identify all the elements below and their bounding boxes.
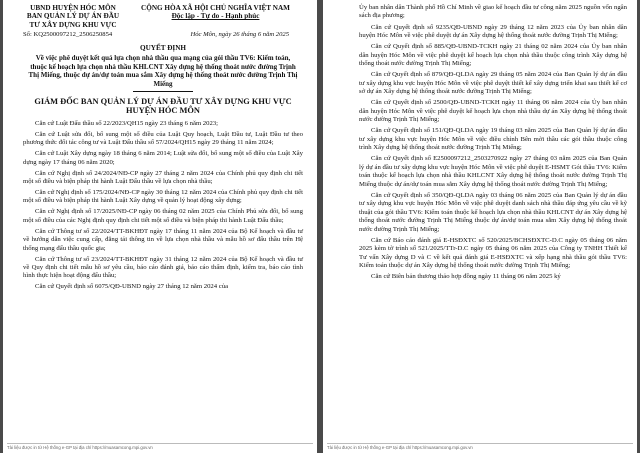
- authority-heading: GIÁM ĐỐC BAN QUẢN LÝ DỰ ÁN ĐẦU TƯ XÂY DỰNG KHU VỰC HUYỆN HÓC MÔN: [34, 96, 292, 116]
- legal-basis-paragraph: Căn cứ Luật Xây dựng ngày 18 tháng 6 năm 2014; Luật sửa đổi, bổ sung một số điều của Luật Xây dựng ngày 17 tháng 06 năm 2020;: [23, 150, 303, 166]
- legal-basis-paragraph: Căn cứ Quyết định số 350/QĐ-QLDA ngày 03 tháng 06 năm 2025 của Ban Quản lý dự án đầu tư xây dựng khu vực huyện Hóc Môn về việc phê duyệt danh sách nhà thầu đáp ứng yêu cầu về kỹ thuật của gói thầu TV6: Kiểm toán thuộc kế hoạch lựa chọn nhà thầu KHLCNT dự án Xây dựng hệ thống thoát nước đường Trịnh Thị Miếng thuộc dự án/dự toán mua sắm Xây dựng hệ thống thoát nước đường Trịnh Thị Miếng;: [359, 191, 627, 233]
- issue-date: Hóc Môn, ngày 26 tháng 6 năm 2025: [190, 31, 289, 39]
- document-header: [23, 4, 303, 29]
- legal-basis-paragraph: Căn cứ Quyết định số E2500097212_2503270922 ngày 27 tháng 03 năm 2025 của Ban Quản lý dự án đầu tư xây dựng khu vực huyện Hóc Môn về việc phê duyệt E-HSMT Gói thầu TV6: Kiểm toán thuộc kế hoạch lựa chọn nhà thầu KHLCNT Xây dựng hệ thống thoát nước đường Trịnh Thị Miếng thuộc dự án/dự toán mua sắm Xây dựng hệ thống thoát nước đường Trịnh Thị Miếng;: [359, 155, 627, 188]
- page-footer: Tài liệu được in từ Hệ thống e-GP tại địa chỉ https://muasamcong.mpi.gov.vn: [7, 443, 313, 450]
- decision-title: QUYẾT ĐỊNH: [140, 44, 186, 53]
- legal-basis-paragraph: Căn cứ Nghị định số 17/2025/NĐ-CP ngày 06 tháng 02 năm 2025 của Chính Phủ sửa đổi, bổ sung một số điều của các Nghị định quy định chi tiết một số điều và biện pháp thi hành Luật Đấu thầu;: [23, 208, 303, 224]
- legal-basis-paragraph: Căn cứ Quyết định số 2500/QĐ-UBND-TCKH ngày 11 tháng 06 năm 2024 của Ủy ban nhân dân huyện Hóc Môn về việc phê duyệt kế hoạch lựa chọn nhà thầu dự án Xây dựng hệ thống thoát nước đường Trịnh Thị Miếng;: [359, 99, 627, 124]
- legal-basis-paragraph: Căn cứ Báo cáo đánh giá E-HSĐXTC số 520/2025/BCHSĐXTC-D.C ngày 05 tháng 06 năm 2025 kèm tờ trình số 521/2025/TTr-D.C ngày 05 tháng 06 năm 2025 của Công ty TNHH Thiết kế Tư vấn Xây dựng D và C về kết quả đánh giá E-HSĐXTC và xếp hạng nhà thầu gói thầu TV6: Kiểm toán thuộc dự án Xây dựng hệ thống thoát nước đường Trịnh Thị Miếng;: [359, 236, 627, 270]
- legal-basis-paragraph: Ủy ban nhân dân Thành phố Hồ Chí Minh về giao kế hoạch đầu tư công năm 2025 nguồn vốn ngân sách địa phương;: [359, 4, 627, 20]
- national-motto: Độc lập - Tự do - Hạnh phúc: [171, 12, 260, 21]
- legal-basis-paragraph: Căn cứ Quyết định số 885/QĐ-UBND-TCKH ngày 21 tháng 02 năm 2024 của Ủy ban nhân dân huyện Hóc Môn về việc phê duyệt kế hoạch lựa chọn nhà thầu thuộc công trình Xây dựng hệ thống thoát nước đường Trịnh Thị Miếng;: [359, 43, 627, 68]
- legal-basis-paragraph: Căn cứ Quyết định số 879/QĐ-QLDA ngày 29 tháng 05 năm 2024 của Ban Quản lý dự án đầu tư xây dựng khu vực huyện Hóc Môn về việc phê duyệt thiết kế xây dựng triển khai sau thiết kế cơ sở dự án Xây dựng hệ thống thoát nước đường Trịnh Thị Miếng;: [359, 71, 627, 96]
- legal-basis-paragraph: Căn cứ Thông tư số 22/2024/TT-BKHĐT ngày 17 tháng 11 năm 2024 của Bộ Kế hoạch và đầu tư về hướng dẫn việc cung cấp, đăng tải thông tin về lựa chọn nhà thầu và mẫu hồ sơ đấu thầu trên Hệ thống mạng đấu thầu quốc gia;: [23, 227, 303, 252]
- legal-basis-paragraph: Căn cứ Quyết định số 151/QĐ-QLDA ngày 19 tháng 03 năm 2025 của Ban Quản lý dự án đầu tư xây dựng khu vực huyện Hóc Môn về việc điều chỉnh Bên mời thầu các gói thầu thuộc công trình Xây dựng hệ thống thoát nước đường Trịnh Thị Miếng;: [359, 127, 627, 152]
- legal-basis-list: [23, 120, 303, 292]
- doc-number: Số: KQ2500097212_2506250854: [23, 31, 113, 39]
- page-footer: Tài liệu được in từ Hệ thống e-GP tại địa chỉ https://muasamcong.mpi.gov.vn: [327, 443, 633, 450]
- national-title: [128, 4, 303, 29]
- country-name: CỘNG HÒA XÃ HỘI CHỦ NGHĨA VIỆT NAM: [141, 4, 290, 12]
- legal-basis-paragraph: Căn cứ Biên bản thương thảo hợp đồng ngày 11 tháng 06 năm 2025 ký: [371, 273, 561, 281]
- legal-basis-paragraph: Căn cứ Quyết định số 6075/QĐ-UBND ngày 27 tháng 12 năm 2024 của: [35, 283, 229, 291]
- agency-line-2: BAN QUẢN LÝ DỰ ÁN ĐẦU: [26, 12, 120, 21]
- issuing-agency: [23, 4, 123, 29]
- document-page-1: [3, 0, 317, 453]
- agency-line-1: UBND HUYỆN HÓC MÔN: [30, 4, 116, 12]
- divider: [133, 91, 193, 92]
- legal-basis-paragraph: Căn cứ Nghị định số 175/2024/NĐ-CP ngày 30 tháng 12 năm 2024 của Chính phủ quy định chi tiết một số điều và biện pháp thi hành Luật Xây dựng về quản lý hoạt động xây dựng;: [23, 189, 303, 205]
- legal-basis-list-continued: [359, 4, 627, 282]
- legal-basis-paragraph: Căn cứ Luật sửa đổi, bổ sung một số điều của Luật Quy hoạch, Luật Đầu tư, Luật Đầu tư theo phương thức đối tác công tư và Luật Đấu thầu số 57/2024/QH15 ngày 29 tháng 11 năm 2024;: [23, 130, 303, 147]
- legal-basis-paragraph: Căn cứ Luật Đấu thầu số 22/2023/QH15 ngày 23 tháng 6 năm 2023;: [35, 119, 219, 127]
- decision-subject: Về việc phê duyệt kết quả lựa chọn nhà thầu qua mạng của gói thầu TV6: Kiểm toán, thuộc kế hoạch lựa chọn nhà thầu KHLCNT Xây dựng hệ thống thoát nước đường Trịnh Thị Miếng, thuộc dự án/dự toán mua sắm Xây dựng hệ thống thoát nước đường Trịnh Thị Miếng: [28, 54, 298, 88]
- legal-basis-paragraph: Căn cứ Nghị định số 24/2024/NĐ-CP ngày 27 tháng 2 năm 2024 của Chính phủ quy định chi tiết một số điều và biện pháp thi hành Luật Đấu thầu về lựa chọn nhà thầu;: [23, 169, 303, 185]
- legal-basis-paragraph: Căn cứ Quyết định số 9235/QĐ-UBND ngày 29 tháng 12 năm 2023 của Ủy ban nhân dân huyện Hóc Môn về việc phê duyệt dự án Xây dựng hệ thống thoát nước đường Trịnh Thị Miếng;: [359, 23, 627, 40]
- legal-basis-paragraph: Căn cứ Thông tư số 23/2024/TT-BKHĐT ngày 31 tháng 12 năm 2024 của Bộ Kế hoạch và đầu tư về Quy định chi tiết mẫu hồ sơ yêu cầu, báo cáo đánh giá, báo cáo thẩm định, kiểm tra, báo cáo tình hình thực hiện hoạt động đấu thầu;: [23, 255, 303, 280]
- agency-line-3: TƯ XÂY DỰNG KHU VỰC: [29, 20, 117, 29]
- document-page-2: [323, 0, 637, 453]
